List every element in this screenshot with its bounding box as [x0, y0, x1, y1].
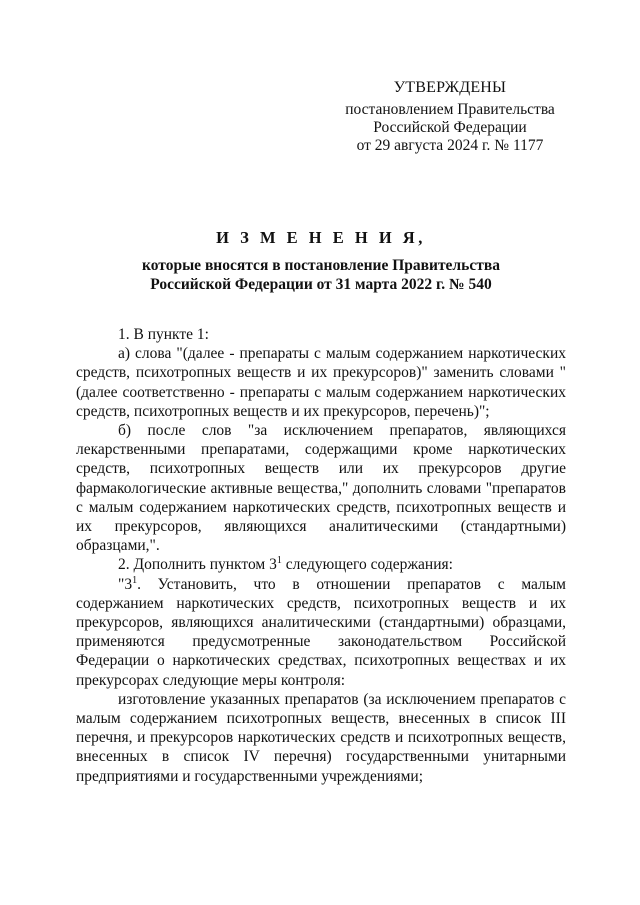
paragraph-2-superscript: 1	[276, 555, 282, 567]
paragraph-3-1-superscript: 1	[132, 574, 138, 586]
paragraph-2-text-end: следующего содержания:	[281, 556, 453, 574]
approval-line-3: от 29 августа 2024 г. № 1177	[356, 137, 544, 154]
paragraph-1b: б) после слов "за исключением препаратов, являющихся лекарственными препаратами, содержащими кроме наркотических средств, психотропных веществ или их прекурсоров другие фармакологические активные вещества," дополнить словами "препаратов с малым содержанием наркотических средств, психотропных веществ и их прекурсоров, являющихся аналитическими (стандартными) образцами,".	[76, 422, 566, 555]
paragraph-3-1	[76, 575, 566, 690]
title-sub-1: которые вносятся в постановление Правительства	[142, 257, 500, 274]
paragraph-3-1-text-start: "3	[118, 575, 133, 593]
paragraph-3-1-text-end: . Установить, что в отношении препаратов с малым содержанием наркотических средств, психотропных веществ и их прекурсоров, являющихся аналитическими (стандартными) образцами, применяются предусмотренные законодательством Российской Федерации о наркотических средствах, психотропных веществах и их прекурсорах следующие меры контроля:	[76, 575, 566, 689]
title-main: И З М Е Н Е Н И Я,	[216, 228, 426, 247]
approval-heading: УТВЕРЖДЕНЫ	[393, 79, 507, 96]
document-title	[76, 228, 566, 294]
paragraph-2-text-start: 2. Дополнить пунктом 3	[118, 556, 277, 574]
title-sub-2: Российской Федерации от 31 марта 2022 г. № 540	[150, 276, 492, 293]
approval-stamp	[330, 79, 570, 155]
paragraph-control-measure: изготовление указанных препаратов (за исключением препаратов с малым содержанием психотропных веществ, внесенных в список III перечня, и прекурсоров наркотических средств и психотропных веществ, внесенных в список IV перечня) государственными унитарными предприятиями и государственными учреждениями;	[76, 690, 566, 785]
approval-line-2: Российской Федерации	[373, 119, 527, 136]
paragraph-2	[76, 555, 566, 574]
document-body	[76, 325, 566, 786]
paragraph-1a: а) слова "(далее - препараты с малым содержанием наркотических средств, психотропных веществ и их прекурсоров)" заменить словами "(далее соответственно - препараты с малым содержанием наркотических средств, психотропных веществ и их прекурсоров, перечень)";	[76, 345, 566, 420]
approval-line-1: постановлением Правительства	[345, 101, 555, 118]
paragraph-1: 1. В пункте 1:	[118, 326, 209, 343]
